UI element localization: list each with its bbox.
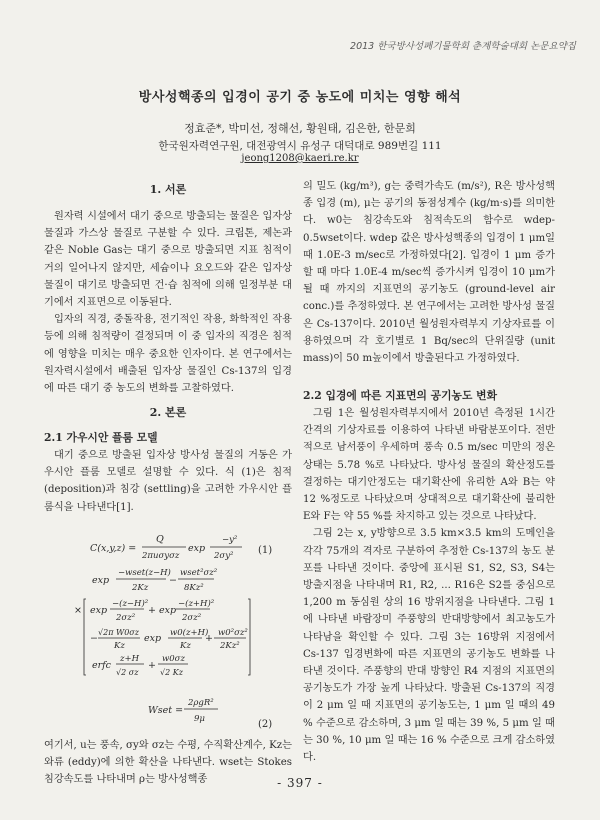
svg-text:−(z+H)²: −(z+H)² <box>178 599 215 609</box>
svg-text:2Kz: 2Kz <box>132 583 149 593</box>
svg-text:2Kz²: 2Kz² <box>220 641 240 651</box>
paper-title: 방사성핵종의 입경이 공기 중 농도에 미치는 영향 해석 <box>138 90 462 105</box>
equation-2-number: (2) <box>258 719 273 730</box>
svg-text:2σy²: 2σy² <box>214 551 234 561</box>
svg-text:w0(z+H): w0(z+H) <box>170 628 209 638</box>
svg-text:Kz: Kz <box>114 641 125 651</box>
svg-text:wset²σz²: wset²σz² <box>180 568 218 578</box>
subsection-2-2-heading: 2.2 입경에 따른 지표면의 공기농도 변화 <box>303 389 498 402</box>
svg-text:C(x,y,z) =: C(x,y,z) = <box>90 543 137 554</box>
subsection-2-1-heading: 2.1 가우시안 플룸 모델 <box>44 431 158 444</box>
right-column-continuation <box>303 178 555 367</box>
affiliation: 한국원자력연구원, 대전광역시 유성구 대덕대로 989번길 111 <box>158 140 442 152</box>
intro-body <box>44 208 292 397</box>
svg-text:Kz: Kz <box>180 641 191 651</box>
email-link[interactable]: jeong1208@kaeri.re.kr <box>241 153 359 164</box>
svg-text:2ρgR²: 2ρgR² <box>188 698 214 708</box>
svg-text:−: − <box>169 575 177 586</box>
svg-text:exp: exp <box>90 605 108 616</box>
subsection-2-2-body <box>303 405 555 766</box>
svg-text:−y²: −y² <box>222 535 238 545</box>
svg-text:w0σz: w0σz <box>162 654 185 664</box>
model-paragraph <box>44 447 292 516</box>
svg-text:Q: Q <box>156 534 164 545</box>
svg-text:9μ: 9μ <box>194 714 205 724</box>
page-number: - 397 - <box>277 776 323 790</box>
svg-text:exp: exp <box>188 543 206 554</box>
svg-text:8Kz²: 8Kz² <box>184 583 204 593</box>
equation-1-number: (1) <box>258 545 273 556</box>
section-main-heading: 2. 본론 <box>149 406 187 419</box>
svg-text:2σz²: 2σz² <box>182 613 202 623</box>
svg-text:+: + <box>205 633 213 644</box>
where-text: 여기서, u는 풍속, σy와 σz는 수평, 수직확산계수, Kz는 와류 (eddy)에 의한 확산을 나타낸다. wset는 Stokes 침강속도를 나타내며 ρ는 방사성핵종 <box>44 740 292 786</box>
equation-1 <box>44 525 294 695</box>
continuation-text: 의 밀도 (kg/m³), g는 중력가속도 (m/s²), R은 방사성핵종 입경 (m), μ는 공기의 동점성계수 (kg/m·s)를 의미한다. w0는 침강속도와 침적속도의 함수로 wdep-0.5wset이다. wdep 값은 방사성핵종의 입경이 1 μm일때 1.0E-3 m/sec로 가정하였다[2]. 입경이 1 μm 증가할 때 마다 1.0E-4 m/sec씩 증가시켜 입경이 10 μm가 될 때 까지의 지표면의 공기농도 (ground-level air conc.)를 추정하였다. 본 연구에서는 고려한 방사성 물질은 Cs-137이다. 2010년 월성원자력부지 기상자료를 이용하였으며 각 호기별로 1 Bq/sec의 단위질량 (unit mass)이 50 m높이에서 방출된다고 가정하였다. <box>303 181 555 365</box>
svg-text:−: − <box>90 633 98 644</box>
svg-text:exp: exp <box>92 575 110 586</box>
authors: 정효준*, 박미선, 정해선, 황원태, 김은한, 한문희 <box>184 122 416 135</box>
svg-text:erfc: erfc <box>92 660 111 671</box>
equation-2 <box>44 691 294 731</box>
svg-text:×: × <box>74 605 82 616</box>
svg-text:√2 σz: √2 σz <box>116 668 139 677</box>
intro-paragraph: 원자력 시설에서 대기 중으로 방출되는 물질은 입자상 물질과 가스상 물질로 구분할 수 있다. 크립톤, 제논과 같은 Noble Gas는 대기 중으로 방출되면 지표 침적이 거의 일어나지 않지만, 세슘이나 요오드와 같은 입자상 물질이 대기로 방출되면 건·습 침적에 의해 일정부분 대기에서 지표면으로 이동된다. <box>44 211 292 309</box>
section-intro-heading: 1. 서론 <box>149 183 187 196</box>
svg-text:−(z−H)²: −(z−H)² <box>112 599 149 609</box>
model-text: 대기 중으로 방출된 입자상 방사성 물질의 거동은 가우시안 플룸 모델로 설명할 수 있다. 식 (1)은 침적 (deposition)과 침강 (settling)을 고려한 가우시안 플룸식을 나타낸다[1]. <box>44 450 292 513</box>
svg-text:√2 Kz: √2 Kz <box>160 668 183 677</box>
equation-block <box>44 525 294 731</box>
svg-text:exp: exp <box>144 633 162 644</box>
svg-text:Wset =: Wset = <box>148 705 184 716</box>
running-header: 2013 한국방사성폐기물학회 춘계학술대회 논문요약집 <box>350 41 576 52</box>
svg-text:z+H: z+H <box>120 654 140 664</box>
intro-paragraph: 입자의 직경, 중돌작용, 전기적인 작용, 화학적인 작용 등에 의해 침적량이 결정되며 이 중 입자의 직경은 침적에 영향을 미치는 매우 중요한 인자이다. 본 연구에서는 원자력시설에서 배출된 입자상 물질인 Cs-137의 입경에 따른 대기 중 농도의 변화를 고찰하였다. <box>44 314 292 395</box>
svg-text:+: + <box>148 660 156 671</box>
concentration-paragraph: 그림 2는 x, y방향으로 3.5 km×3.5 km의 도메인을 각각 75개의 격자로 구분하여 추정한 Cs-137의 농도 분포를 나타낸 것이다. 중앙에 표시된 S1, S2, S3, S4는 방출지점을 나타내며 R1, R2, ... R16은 S2를 중심으로 1,200 m 동심원 상의 16 방위지점을 나타낸다. 그림 1에 나타낸 바람장미 주풍향의 반대방향에서 최고농도가 나타남을 확인할 수 있다. 그림 3는 16방위 지점에서 Cs-137 입경변화에 따른 지표면의 공기농도 변화를 나타낸 것이다. 주풍향의 반대 방향인 R4 지점의 지표면의 공기농도가 가장 높게 나타났다. 방출된 Cs-137의 직경이 2 μm 일 때 지표면의 공기농도는, 1 μm 일 때의 49 % 수준으로 감소하며, 3 μm 일 때는 39 %, 5 μm 일 때는 30 %, 10 μm 일 때는 16 % 수준으로 크게 감소하였다. <box>303 528 555 764</box>
wind-paragraph: 그림 1은 월성원자력부지에서 2010년 측정된 1시간 간격의 기상자료를 이용하여 나타낸 바람분포이다. 전반적으로 남서풍이 우세하며 풍속 0.5 m/sec 미만의 정온상태는 5.78 %로 나타났다. 방사성 물질의 확산정도를 결정하는 대기안정도는 대기확산에 유리한 A와 B는 약 12 %정도로 나타났으며 상대적으로 대기확산에 불리한 E와 F는 약 55 %를 차지하고 있는 것으로 나타났다. <box>303 408 555 523</box>
svg-text:√2π W0σz: √2π W0σz <box>98 628 139 637</box>
svg-text:−wset(z−H): −wset(z−H) <box>118 568 171 578</box>
svg-text:w0²σz²: w0²σz² <box>218 628 248 638</box>
svg-text:+ exp: + exp <box>148 605 177 616</box>
email <box>0 153 600 164</box>
svg-text:2πuσyσz: 2πuσyσz <box>142 551 180 561</box>
svg-text:2σz²: 2σz² <box>116 613 136 623</box>
